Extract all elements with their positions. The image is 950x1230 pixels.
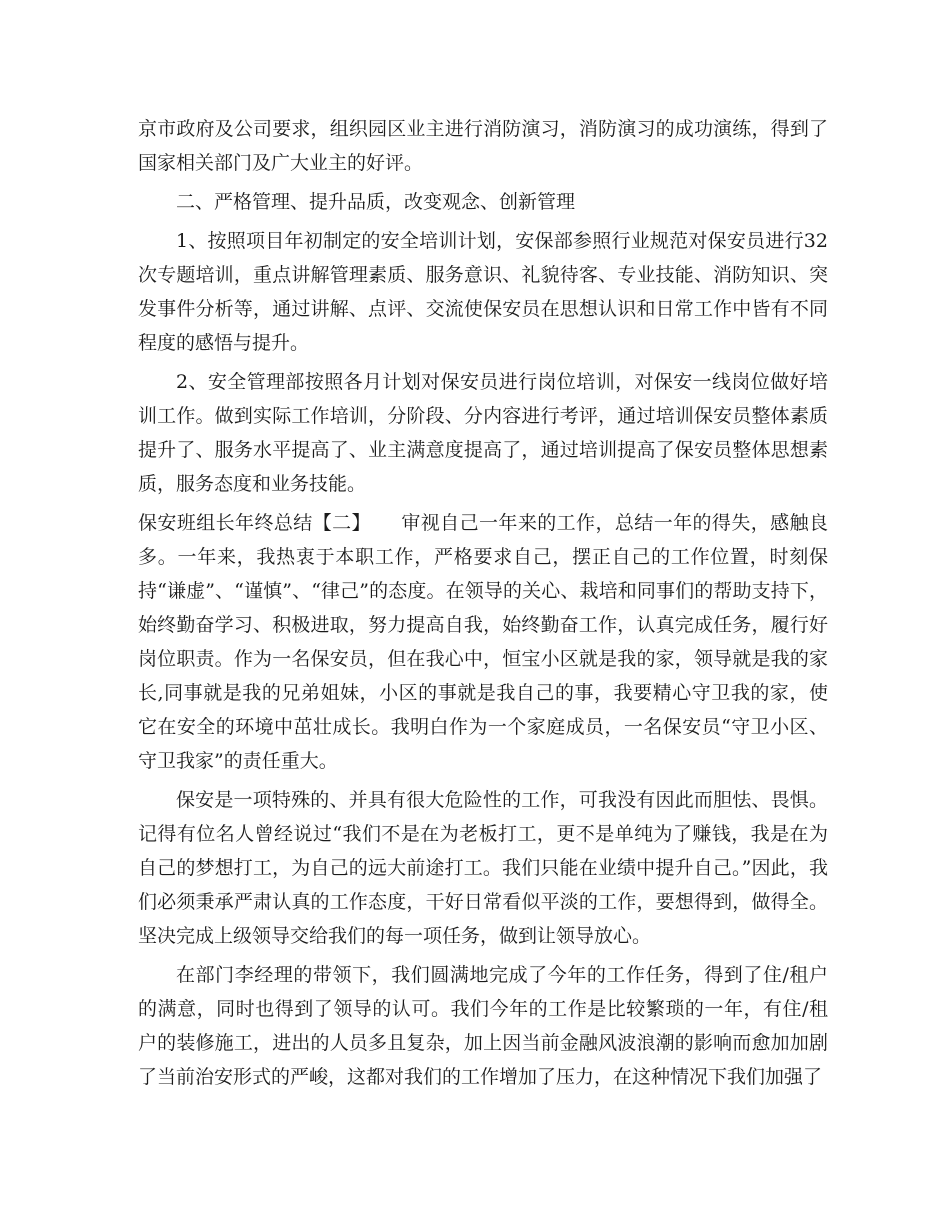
summary-title: 保安班组长年终总结【二】: [138, 512, 371, 534]
summary-body: 审视自己一年来的工作，总结一年的得失，感触良多。一年来，我热衷于本职工作，严格要求自己，摆正自己的工作位置，时刻保持“谦虚”、“谨慎”、“律己”的态度。在领导的关心、栽培和同事们的帮助支持下，始终勤奋学习、积极进取，努力提高自我，始终勤奋工作，认真完成任务，履行好岗位职责。作为一名保安员，但在我心中，恒宝小区就是我的家，领导就是我的家长,同事就是我的兄弟姐妹，小区的事就是我自己的事，我要精心守卫我的家，使它在安全的环境中茁壮成长。我明白作为一个家庭成员，一名保安员“守卫小区、守卫我家”的责任重大。: [138, 512, 828, 772]
paragraph-continuation: 京市政府及公司要求，组织园区业主进行消防演习，消防演习的成功演练，得到了国家相关部门及广大业主的好评。: [138, 118, 828, 174]
section-heading: 二、严格管理、提升品质，改变观念、创新管理: [176, 191, 576, 213]
paragraph-item-1: 1、按照项目年初制定的安全培训计划，安保部参照行业规范对保安员进行32次专题培训，重点讲解管理素质、服务意识、礼貌待客、专业技能、消防知识、突发事件分析等，通过讲解、点评、交流使保安员在思想认识和日常工作中皆有不同程度的感悟与提升。: [138, 230, 828, 354]
paragraph-department: 在部门李经理的带领下，我们圆满地完成了今年的工作任务，得到了住/租户的满意，同时也得到了领导的认可。我们今年的工作是比较繁琐的一年，有住/租户的装修施工，进出的人员多且复杂，加上因当前金融风波浪潮的影响而愈加加剧了当前治安形式的严峻，这都对我们的工作增加了压力，在这种情况下我们加强了: [138, 964, 828, 1088]
paragraph-item-2: 2、安全管理部按照各月计划对保安员进行岗位培训，对保安一线岗位做好培训工作。做到实际工作培训，分阶段、分内容进行考评，通过培训保安员整体素质提升了、服务水平提高了、业主满意度提高了，通过培训提高了保安员整体思想素质，服务态度和业务技能。: [138, 371, 828, 495]
paragraph-summary-two: [138, 506, 828, 778]
paragraph-security-work: 保安是一项特殊的、并具有很大危险性的工作，可我没有因此而胆怯、畏惧。记得有位名人曾经说过“我们不是在为老板打工，更不是单纯为了赚钱，我是在为自己的梦想打工，为自己的远大前途打工。我们只能在业绩中提升自己。”因此，我们必须秉承严肃认真的工作态度，干好日常看似平淡的工作，要想得到，做得全。坚决完成上级领导交给我们的每一项任务，做到让领导放心。: [138, 789, 828, 947]
document-page: [138, 112, 828, 1099]
